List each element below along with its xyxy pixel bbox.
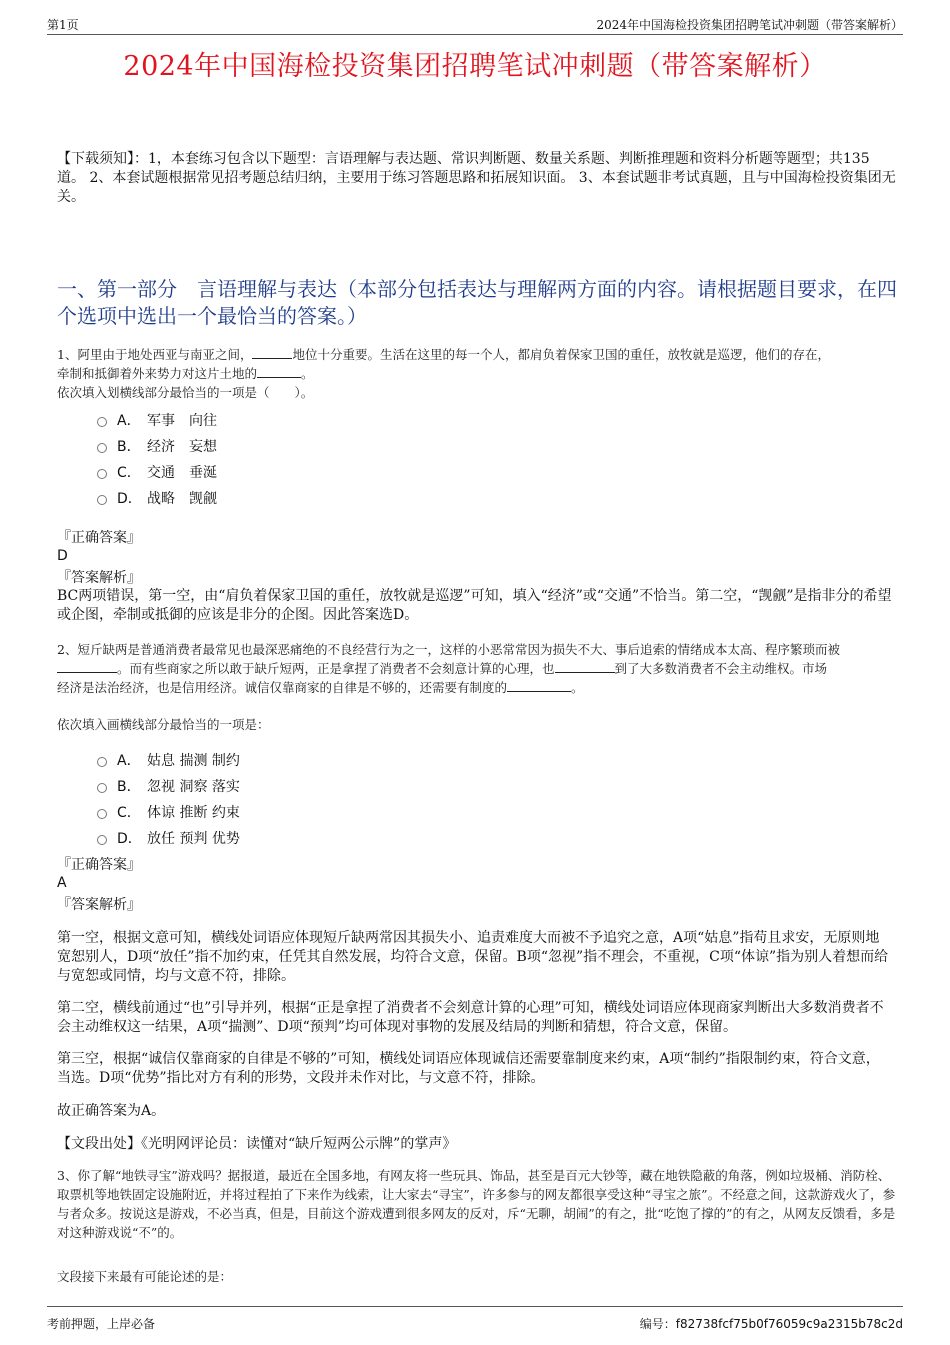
section-heading: 一、第一部分 言语理解与表达（本部分包括表达与理解两方面的内容。请根据题目要求，在四个选项中选出一个最恰当的答案。） xyxy=(57,277,897,328)
option-letter: C． xyxy=(117,805,141,821)
fill-blank xyxy=(257,365,301,378)
option-text: 交通 垂涎 xyxy=(147,465,217,481)
option-text: 忽视 洞察 落实 xyxy=(147,779,240,795)
footer-code-label: 编号： xyxy=(639,1317,676,1331)
q1-answer: D xyxy=(57,548,68,564)
radio-icon[interactable] xyxy=(97,417,107,427)
option-text: 放任 预判 优势 xyxy=(147,831,240,847)
option-letter: D． xyxy=(117,491,142,507)
option-text: 体谅 推断 约束 xyxy=(147,805,240,821)
q1-analysis: BC两项错误，第一空，由“肩负着保家卫国的重任，放牧就是巡逻”可知，填入“经济”或“交通”不恰当。第二空，“觊觎”是指非分的希望或企图，牵制或抵御的应该是非分的企图。因此答案选D。 xyxy=(57,588,892,623)
radio-icon[interactable] xyxy=(97,783,107,793)
option-letter: B． xyxy=(117,779,141,795)
radio-icon[interactable] xyxy=(97,495,107,505)
radio-icon[interactable] xyxy=(97,757,107,767)
fill-blank xyxy=(507,679,571,692)
q1-part: 1、阿里由于地处西亚与南亚之间， xyxy=(57,347,253,362)
q1-option-a[interactable] xyxy=(97,410,217,430)
footer-code xyxy=(640,1315,903,1332)
q2-part: 。 xyxy=(571,680,584,695)
q1-part: 牵制和抵御着外来势力对这片土地的 xyxy=(57,366,258,381)
q2-option-d[interactable] xyxy=(97,828,240,848)
option-text: 姑息 揣测 制约 xyxy=(147,753,240,769)
page-footer xyxy=(47,1306,903,1333)
q1-option-c[interactable] xyxy=(97,462,217,482)
option-text: 经济 妄想 xyxy=(147,439,217,455)
q2-part: 到了大多数消费者不会主动维权。市场 xyxy=(614,661,828,676)
option-text: 军事 向往 xyxy=(147,413,217,429)
fill-blank xyxy=(57,660,117,673)
question-3-text: 3、你了解“地铁寻宝”游戏吗？据报道，最近在全国多地，有网友将一些玩具、饰品，甚至是百元大钞等，藏在地铁隐蔽的角落，例如垃圾桶、消防栓、取票机等地铁固定设施附近，并将过程拍了下来作为线索，让大家去“寻宝”，许多参与的网友都很享受这种“寻宝之旅”。不经意之间，这款游戏火了，参与者众多。按说这是游戏，不必当真，但是，目前这个游戏遭到很多网友的反对，斥“无聊，胡闹”的有之，批“吃饱了撑的”的有之，从网友反馈看，多是对这种游戏说“不”的。 xyxy=(57,1168,896,1240)
q1-analysis-label: 『答案解析』 xyxy=(57,570,141,586)
option-letter: B． xyxy=(117,439,141,455)
q1-part: 。 xyxy=(301,366,314,381)
q2-analysis-para-1: 第一空，根据文意可知，横线处词语应体现短斤缺两常因其损失小、追责难度大而被不予追究之意，A项“姑息”指苟且求安，无原则地宽恕别人，D项“放任”指不加约束，任凭其自然发展，均符合文意，保留。B项“忽视”指不理会，不重视，C项“体谅”指为别人着想而给与宽恕或同情，均与文意不符，排除。 xyxy=(57,930,889,984)
option-letter: C． xyxy=(117,465,141,481)
q2-analysis-label: 『答案解析』 xyxy=(57,897,141,913)
q2-option-c[interactable] xyxy=(97,802,240,822)
header-doc-title: 2024年中国海检投资集团招聘笔试冲刺题（带答案解析） xyxy=(596,18,903,32)
q2-analysis-para-4: 故正确答案为A。 xyxy=(57,1103,166,1119)
radio-icon[interactable] xyxy=(97,809,107,819)
page-title: 2024年中国海检投资集团招聘笔试冲刺题（带答案解析） xyxy=(123,51,827,82)
q2-option-b[interactable] xyxy=(97,776,240,796)
radio-icon[interactable] xyxy=(97,835,107,845)
q2-answer-label: 『正确答案』 xyxy=(57,857,141,873)
footer-slogan: 考前押题，上岸必备 xyxy=(47,1317,156,1331)
q2-part: 经济是法治经济，也是信用经济。诚信仅靠商家的自律是不够的，还需要有制度的 xyxy=(57,680,508,695)
page-header xyxy=(47,14,903,35)
q1-answer-label: 『正确答案』 xyxy=(57,530,141,546)
option-text: 战略 觊觎 xyxy=(147,491,217,507)
q2-source: 【文段出处】《光明网评论员：读懂对“缺斤短两公示牌”的掌声》 xyxy=(57,1136,457,1152)
question-2-text xyxy=(57,640,897,697)
q2-part: 。而有些商家之所以敢于缺斤短两，正是拿捏了消费者不会刻意计算的心理，也 xyxy=(117,661,555,676)
q2-analysis-para-3: 第三空，根据“诚信仅靠商家的自律是不够的”可知，横线处词语应体现诚信还需要靠制度来约束，A项“制约”指限制约束，符合文意，当选。D项“优势”指比对方有利的形势，文段并未作对比，与文意不符，排除。 xyxy=(57,1051,880,1086)
q1-option-d[interactable] xyxy=(97,488,217,508)
q2-analysis-para-2: 第二空，横线前通过“也”引导并列，根据“正是拿捏了消费者不会刻意计算的心理”可知，横线处词语应体现商家判断出大多数消费者不会主动维权这一结果，A项“揣测”、D项“预判”均可体现对事物的发展及结局的判断和猜想，符合文意，保留。 xyxy=(57,1000,884,1035)
page-number: 第1页 xyxy=(47,18,79,32)
option-letter: D． xyxy=(117,831,142,847)
fill-blank xyxy=(252,346,292,359)
q1-part: 地位十分重要。生活在这里的每一个人，都肩负着保家卫国的重任，放牧就是巡逻，他们的存在， xyxy=(292,347,830,362)
option-letter: A． xyxy=(117,753,141,769)
footer-code-value: f82738fcf75b0f76059c9a2315b78c2d xyxy=(675,1317,903,1331)
q2-line: 2、短斤缺两是普通消费者最常见也最深恶痛绝的不良经营行为之一，这样的小恶常常因为损失不大、事后追索的情绪成本太高、程序繁琐而被 xyxy=(57,642,840,657)
q2-answer: A xyxy=(57,875,67,891)
q1-prompt: 依次填入划横线部分最恰当的一项是（ ）。 xyxy=(57,385,314,400)
question-1-text xyxy=(57,345,897,402)
radio-icon[interactable] xyxy=(97,443,107,453)
q3-prompt: 文段接下来最有可能论述的是： xyxy=(57,1269,233,1284)
q1-option-b[interactable] xyxy=(97,436,217,456)
radio-icon[interactable] xyxy=(97,469,107,479)
q2-option-a[interactable] xyxy=(97,750,240,770)
q2-prompt: 依次填入画横线部分最恰当的一项是： xyxy=(57,717,270,732)
fill-blank xyxy=(555,660,615,673)
download-notice: 【下载须知】：1，本套练习包含以下题型：言语理解与表达题、常识判断题、数量关系题、判断推理题和资料分析题等题型；共135道。 2、本套试题根据常见招考题总结归纳，主要用于练习答题思路和拓展知识面。 3、本套试题非考试真题，且与中国海检投资集团无关。 xyxy=(57,151,896,205)
option-letter: A． xyxy=(117,413,141,429)
